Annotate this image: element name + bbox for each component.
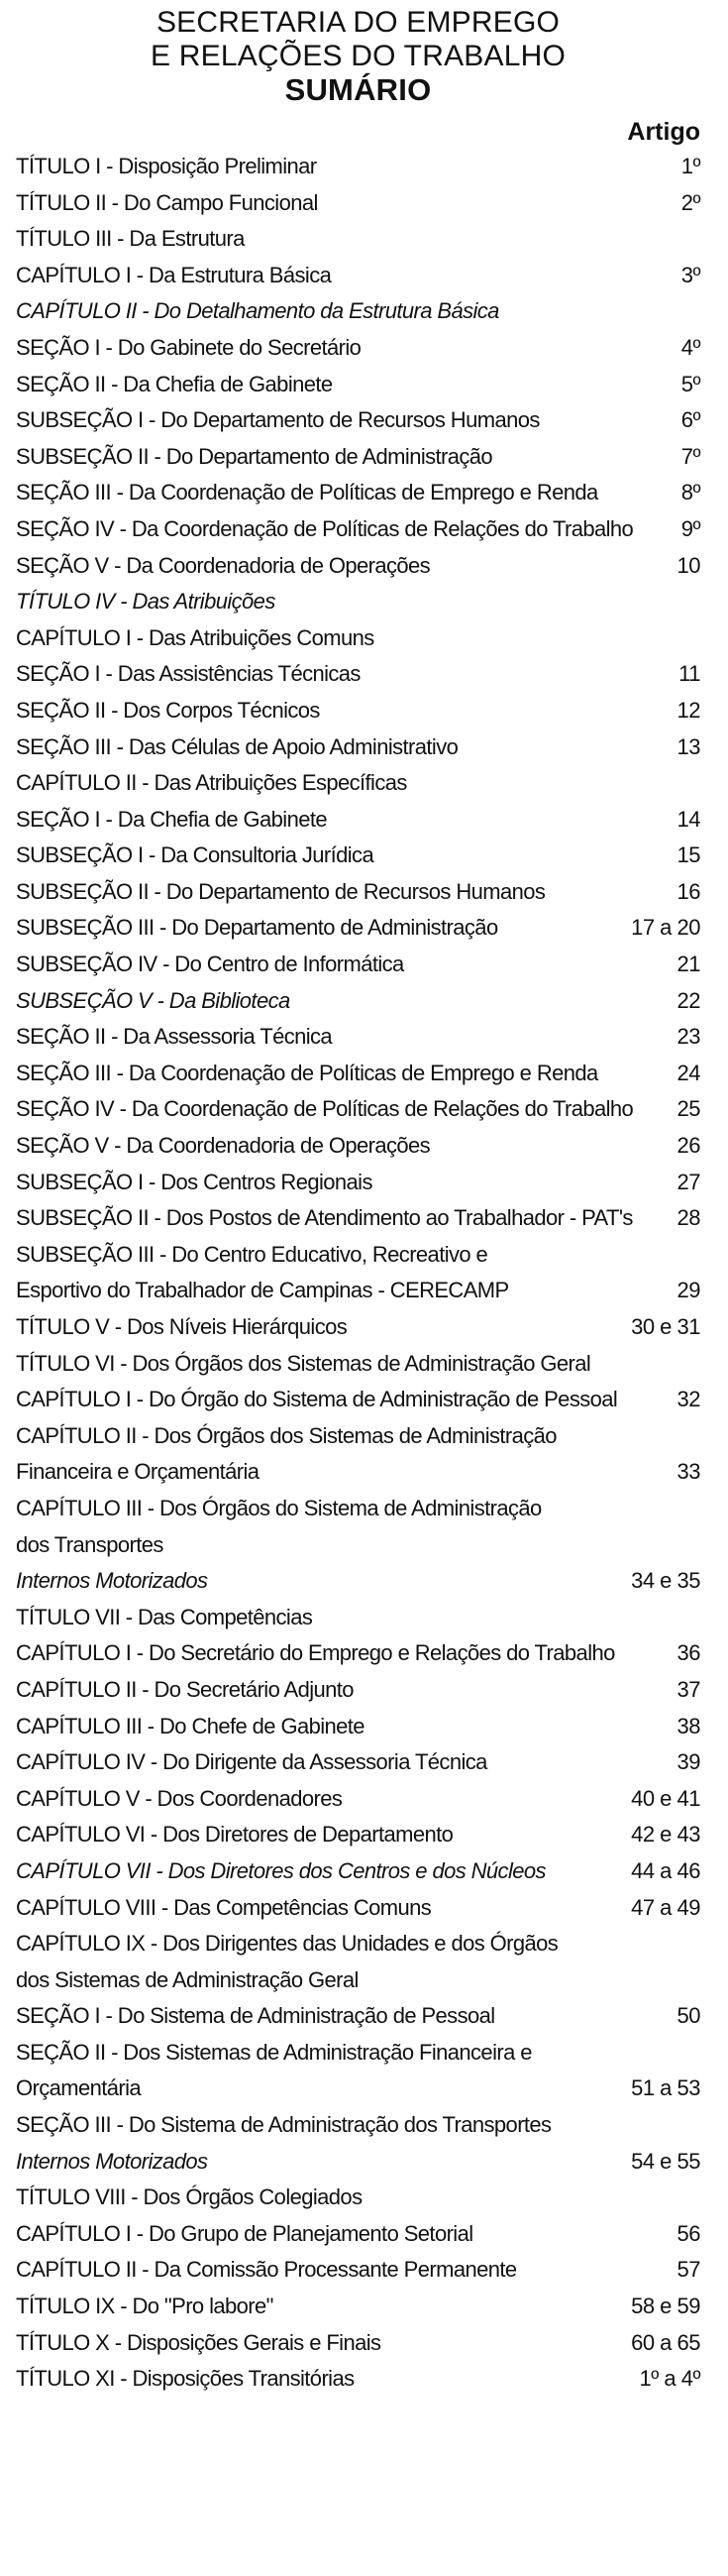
toc-entry-article: 23 [676, 1024, 700, 1050]
toc-entry [16, 1454, 700, 1491]
toc-entry-article: 57 [676, 2257, 700, 2283]
toc-entry-article: 28 [676, 1205, 700, 1231]
toc-entry-article: 37 [676, 1676, 700, 1702]
toc-entry-article: 36 [676, 1640, 700, 1666]
toc-entry-label: TÍTULO X - Disposições Gerais e Finais [16, 2329, 381, 2355]
toc-entry-article: 11 [678, 661, 700, 687]
toc-entry-label: SUBSEÇÃO II - Do Departamento de Administração [16, 443, 493, 469]
toc-entry [16, 1418, 700, 1455]
toc-entry-label: TÍTULO VII - Das Competências [16, 1604, 313, 1629]
toc-entry [16, 1672, 700, 1709]
toc-entry [16, 838, 700, 874]
toc-entry [16, 2361, 700, 2398]
toc-entry [16, 2035, 700, 2072]
toc-entry-article: 22 [676, 987, 700, 1013]
toc-entry [16, 2107, 700, 2144]
toc-entry [16, 1527, 700, 1564]
toc-entry [16, 1091, 700, 1128]
toc-entry [16, 1200, 700, 1237]
toc-entry [16, 293, 700, 330]
toc-entry-article: 10 [676, 552, 700, 578]
toc-entry-label: CAPÍTULO VII - Dos Diretores dos Centros e dos Núcleos [16, 1857, 546, 1883]
toc-entry [16, 1346, 700, 1383]
table-of-contents [16, 149, 700, 2398]
toc-entry-label: CAPÍTULO VIII - Das Competências Comuns [16, 1894, 432, 1920]
toc-entry [16, 402, 700, 439]
toc-entry-article: 44 a 46 [631, 1857, 700, 1883]
toc-entry [16, 1056, 700, 1092]
toc-entry [16, 1128, 700, 1165]
toc-entry-article: 27 [676, 1169, 700, 1194]
toc-entry-label: CAPÍTULO I - Do Órgão do Sistema de Administração de Pessoal [16, 1387, 618, 1412]
toc-entry-label: TÍTULO VIII - Dos Órgãos Colegiados [16, 2184, 363, 2210]
toc-entry-article: 47 a 49 [631, 1894, 700, 1920]
toc-entry [16, 475, 700, 511]
toc-entry-label: SUBSEÇÃO III - Do Departamento de Administração [16, 915, 498, 941]
toc-entry [16, 330, 700, 367]
toc-entry-label: SEÇÃO I - Da Chefia de Gabinete [16, 806, 328, 832]
toc-entry [16, 2180, 700, 2216]
toc-entry [16, 1817, 700, 1853]
toc-entry [16, 1962, 700, 1999]
toc-entry-label: SEÇÃO I - Das Assistências Técnicas [16, 661, 361, 687]
toc-entry-label: TÍTULO II - Do Campo Funcional [16, 189, 318, 215]
toc-entry-label: SEÇÃO II - Dos Corpos Técnicos [16, 697, 320, 723]
toc-entry-label: TÍTULO XI - Disposições Transitórias [16, 2366, 355, 2392]
toc-entry-label: TÍTULO VI - Dos Órgãos dos Sistemas de Administração Geral [16, 1350, 591, 1376]
toc-entry [16, 584, 700, 620]
toc-entry-label: SEÇÃO V - Da Coordenadoria de Operações [16, 1133, 431, 1159]
toc-entry [16, 1998, 700, 2035]
toc-entry [16, 874, 700, 911]
toc-entry [16, 1165, 700, 1201]
toc-entry-article: 15 [676, 842, 700, 868]
toc-entry-label: SEÇÃO I - Do Gabinete do Secretário [16, 334, 362, 360]
toc-entry [16, 1563, 700, 1600]
toc-entry-article: 1º [680, 154, 700, 178]
toc-entry-label: CAPÍTULO II - Do Secretário Adjunto [16, 1676, 354, 1702]
toc-entry [16, 2144, 700, 2181]
toc-entry-label: SEÇÃO V - Da Coordenadoria de Operações [16, 552, 431, 578]
toc-entry-article: 1º a 4º [639, 2366, 700, 2392]
toc-entry-label: CAPÍTULO V - Dos Coordenadores [16, 1785, 343, 1811]
toc-entry-label: CAPÍTULO II - Da Comissão Processante Permanente [16, 2257, 517, 2283]
toc-entry-label: Orçamentária [16, 2075, 142, 2101]
toc-entry [16, 729, 700, 766]
toc-entry [16, 983, 700, 1020]
toc-entry-label: SUBSEÇÃO V - Da Biblioteca [16, 987, 290, 1013]
summary-title: SUMÁRIO [284, 72, 432, 107]
toc-entry [16, 1853, 700, 1890]
artigo-column-header: Artigo [627, 118, 700, 146]
header-title-line-1: SECRETARIA DO EMPREGO [156, 6, 561, 39]
toc-entry-article: 39 [676, 1749, 700, 1775]
toc-entry-label: SEÇÃO IV - Da Coordenação de Políticas de Relações do Trabalho [16, 515, 634, 541]
toc-entry-label: CAPÍTULO I - Do Grupo de Planejamento Setorial [16, 2220, 473, 2246]
toc-entry [16, 1273, 700, 1309]
toc-entry [16, 765, 700, 802]
toc-entry-label: SEÇÃO II - Dos Sistemas de Administração Financeira e [16, 2039, 532, 2065]
toc-entry-label: CAPÍTULO IV - Do Dirigente da Assessoria Técnica [16, 1749, 487, 1775]
toc-entry-label: Esportivo do Trabalhador de Campinas - CERECAMP [16, 1278, 509, 1303]
toc-entry [16, 511, 700, 548]
toc-entry-label: CAPÍTULO VI - Dos Diretores de Departamento [16, 1822, 454, 1848]
toc-entry [16, 1635, 700, 1672]
toc-entry [16, 1600, 700, 1636]
toc-entry-label: TÍTULO III - Da Estrutura [16, 226, 245, 252]
toc-entry [16, 1890, 700, 1927]
toc-entry [16, 620, 700, 657]
toc-entry-label: SUBSEÇÃO IV - Do Centro de Informática [16, 952, 404, 977]
toc-entry-label: SEÇÃO I - Do Sistema de Administração de Pessoal [16, 2003, 495, 2029]
toc-entry-label: Financeira e Orçamentária [16, 1459, 260, 1485]
toc-entry-article: 7º [680, 443, 700, 469]
toc-entry-label: SEÇÃO III - Da Coordenação de Políticas de Emprego e Renda [16, 480, 598, 505]
toc-entry [16, 2071, 700, 2107]
toc-entry-article: 29 [676, 1278, 700, 1303]
toc-entry-label: SEÇÃO II - Da Assessoria Técnica [16, 1024, 333, 1050]
toc-entry-label: TÍTULO IV - Das Atribuições [16, 589, 275, 615]
toc-entry-label: SUBSEÇÃO II - Dos Postos de Atendimento ao Trabalhador - PAT's [16, 1205, 633, 1231]
toc-entry-article: 4º [680, 334, 700, 360]
toc-entry [16, 548, 700, 585]
toc-entry-article: 24 [676, 1060, 700, 1085]
toc-entry [16, 1744, 700, 1781]
toc-entry-article: 21 [676, 952, 700, 977]
toc-entry-label: CAPÍTULO II - Dos Órgãos dos Sistemas de Administração [16, 1422, 557, 1448]
toc-entry-label: Internos Motorizados [16, 1568, 208, 1594]
toc-entry-label: SEÇÃO IV - Da Coordenação de Políticas de Relações do Trabalho [16, 1096, 634, 1122]
toc-entry [16, 2252, 700, 2289]
toc-entry [16, 947, 700, 983]
toc-entry-label: SUBSEÇÃO I - Da Consultoria Jurídica [16, 842, 374, 868]
toc-entry-label: TÍTULO V - Dos Níveis Hierárquicos [16, 1314, 348, 1339]
toc-entry-article: 16 [676, 878, 700, 904]
toc-entry-label: CAPÍTULO III - Dos Órgãos do Sistema de Administração [16, 1495, 542, 1520]
toc-entry-article: 38 [676, 1713, 700, 1738]
toc-entry-label: CAPÍTULO IX - Dos Dirigentes das Unidades e dos Órgãos [16, 1931, 559, 1957]
toc-entry [16, 693, 700, 729]
toc-entry-label: Internos Motorizados [16, 2148, 208, 2174]
header-title-line-2: E RELAÇÕES DO TRABALHO [151, 40, 566, 72]
toc-entry-article: 58 e 59 [631, 2294, 700, 2319]
toc-entry [16, 1382, 700, 1418]
toc-entry [16, 656, 700, 693]
toc-entry-article: 50 [676, 2003, 700, 2029]
toc-entry-label: SEÇÃO III - Do Sistema de Administração dos Transportes [16, 2112, 552, 2138]
toc-entry [16, 439, 700, 476]
toc-entry-article: 40 e 41 [631, 1785, 700, 1811]
toc-entry-article: 5º [680, 371, 700, 396]
toc-entry-label: CAPÍTULO II - Do Detalhamento da Estrutura Básica [16, 298, 499, 324]
toc-entry-article: 26 [676, 1133, 700, 1159]
toc-entry-article: 3º [680, 262, 700, 287]
toc-entry [16, 1491, 700, 1527]
toc-entry [16, 1926, 700, 1962]
toc-entry [16, 1019, 700, 1056]
toc-entry-label: CAPÍTULO I - Das Atribuições Comuns [16, 624, 374, 650]
toc-entry [16, 2289, 700, 2325]
toc-entry-article: 60 a 65 [631, 2329, 700, 2355]
toc-entry [16, 258, 700, 294]
document-header [16, 6, 700, 107]
toc-entry-label: SEÇÃO II - Da Chefia de Gabinete [16, 371, 333, 396]
toc-entry [16, 1781, 700, 1818]
toc-entry-article: 17 a 20 [631, 915, 700, 941]
toc-entry [16, 802, 700, 839]
toc-entry-article: 25 [676, 1096, 700, 1122]
toc-entry [16, 1709, 700, 1745]
toc-entry-article: 8º [680, 480, 700, 505]
toc-entry [16, 1237, 700, 1274]
toc-entry-article: 12 [676, 697, 700, 723]
toc-entry-label: TÍTULO I - Disposição Preliminar [16, 154, 317, 178]
toc-entry-label: dos Transportes [16, 1531, 163, 1557]
toc-entry-article: 2º [680, 189, 700, 215]
toc-entry-article: 13 [676, 733, 700, 759]
toc-entry-label: SEÇÃO III - Da Coordenação de Políticas de Emprego e Renda [16, 1060, 598, 1085]
toc-entry-label: CAPÍTULO III - Do Chefe de Gabinete [16, 1713, 364, 1738]
toc-entry-article: 56 [676, 2220, 700, 2246]
toc-entry [16, 1309, 700, 1346]
toc-entry-label: CAPÍTULO II - Das Atribuições Específicas [16, 770, 407, 796]
toc-entry-article: 54 e 55 [631, 2148, 700, 2174]
toc-entry-label: SUBSEÇÃO III - Do Centro Educativo, Recreativo e [16, 1241, 488, 1267]
toc-entry-article: 14 [676, 806, 700, 832]
toc-entry-article: 33 [676, 1459, 700, 1485]
toc-entry-label: SEÇÃO III - Das Células de Apoio Administrativo [16, 733, 459, 759]
toc-entry [16, 910, 700, 947]
toc-entry-label: SUBSEÇÃO I - Dos Centros Regionais [16, 1169, 372, 1194]
toc-entry [16, 2216, 700, 2253]
toc-entry [16, 185, 700, 222]
toc-entry-label: dos Sistemas de Administração Geral [16, 1966, 359, 1992]
toc-entry-article: 32 [676, 1387, 700, 1412]
toc-entry-article: 9º [680, 515, 700, 541]
toc-entry-label: TÍTULO IX - Do "Pro labore" [16, 2294, 273, 2319]
toc-entry-article: 34 e 35 [631, 1568, 700, 1594]
toc-entry-article: 42 e 43 [631, 1822, 700, 1848]
toc-entry [16, 2325, 700, 2362]
toc-entry-label: CAPÍTULO I - Do Secretário do Emprego e Relações do Trabalho [16, 1640, 615, 1666]
toc-entry [16, 221, 700, 258]
toc-entry-article: 30 e 31 [631, 1314, 700, 1339]
toc-entry-article: 51 a 53 [631, 2075, 700, 2101]
toc-entry-label: SUBSEÇÃO I - Do Departamento de Recursos Humanos [16, 407, 540, 433]
toc-entry-article: 6º [680, 407, 700, 433]
toc-entry [16, 367, 700, 403]
toc-entry [16, 149, 700, 185]
toc-entry-label: CAPÍTULO I - Da Estrutura Básica [16, 262, 332, 287]
toc-entry-label: SUBSEÇÃO II - Do Departamento de Recursos Humanos [16, 878, 546, 904]
